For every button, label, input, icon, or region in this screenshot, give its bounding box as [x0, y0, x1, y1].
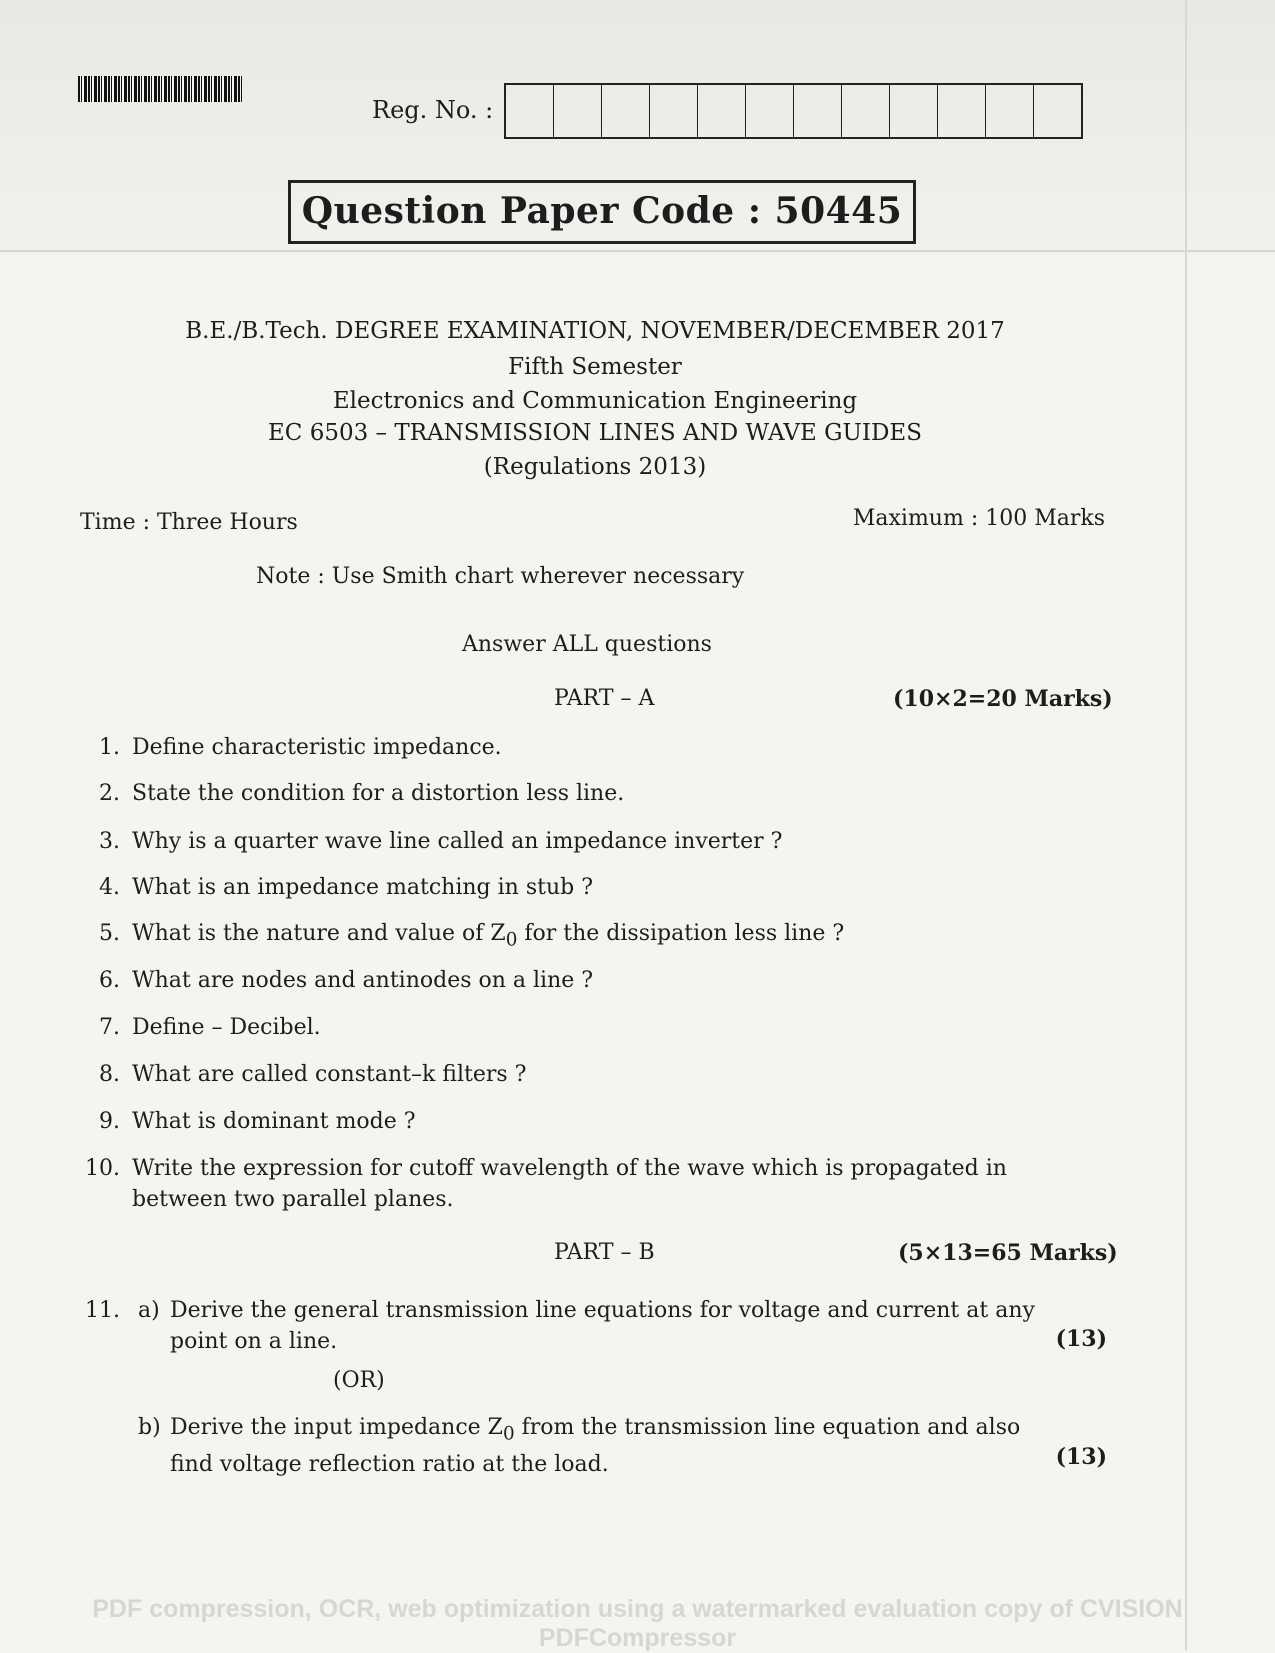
reg-no-box[interactable] [889, 85, 937, 137]
reg-no-box[interactable] [841, 85, 889, 137]
watermark: PDF compression, OCR, web optimization using a watermarked evaluation copy of CVISION PDFCompressor [92, 1595, 1183, 1652]
reg-no-box[interactable] [553, 85, 601, 137]
reg-no-box[interactable] [1033, 85, 1081, 137]
exam-degree: B.E./B.Tech. DEGREE EXAMINATION, NOVEMBER/DECEMBER 2017 [185, 318, 1005, 344]
reg-no-box[interactable] [937, 85, 985, 137]
reg-no-box[interactable] [985, 85, 1033, 137]
reg-no-box[interactable] [793, 85, 841, 137]
reg-no-label: Reg. No. : [372, 96, 494, 124]
exam-note: Note : Use Smith chart wherever necessary [256, 564, 745, 589]
reg-no-box[interactable] [506, 85, 553, 137]
reg-no-box[interactable] [697, 85, 745, 137]
exam-branch: Electronics and Communication Engineering [332, 388, 858, 414]
exam-semester: Fifth Semester [508, 354, 682, 380]
fold-line [0, 250, 1275, 252]
question-11a-marks: (13) [1055, 1326, 1107, 1352]
part-a-marks: (10×2=20 Marks) [893, 686, 1113, 712]
question-paper-code: Question Paper Code : 50445 [288, 180, 916, 244]
reg-no-boxes [504, 83, 1083, 139]
part-a-label: PART – A [554, 686, 655, 711]
exam-subject: EC 6503 – TRANSMISSION LINES AND WAVE GUIDES [268, 420, 922, 446]
reg-no-box[interactable] [745, 85, 793, 137]
exam-regulations: (Regulations 2013) [483, 454, 707, 480]
page-edge [1185, 0, 1187, 1650]
or-separator: (OR) [333, 1368, 385, 1393]
exam-max-marks: Maximum : 100 Marks [852, 506, 1105, 531]
question-11b-marks: (13) [1055, 1444, 1107, 1470]
reg-no-box[interactable] [601, 85, 649, 137]
exam-time: Time : Three Hours [80, 510, 298, 535]
part-b-marks: (5×13=65 Marks) [898, 1240, 1118, 1266]
answer-all-instruction: Answer ALL questions [462, 632, 712, 657]
reg-no-box[interactable] [649, 85, 697, 137]
barcode [78, 76, 242, 102]
part-b-label: PART – B [554, 1240, 655, 1265]
